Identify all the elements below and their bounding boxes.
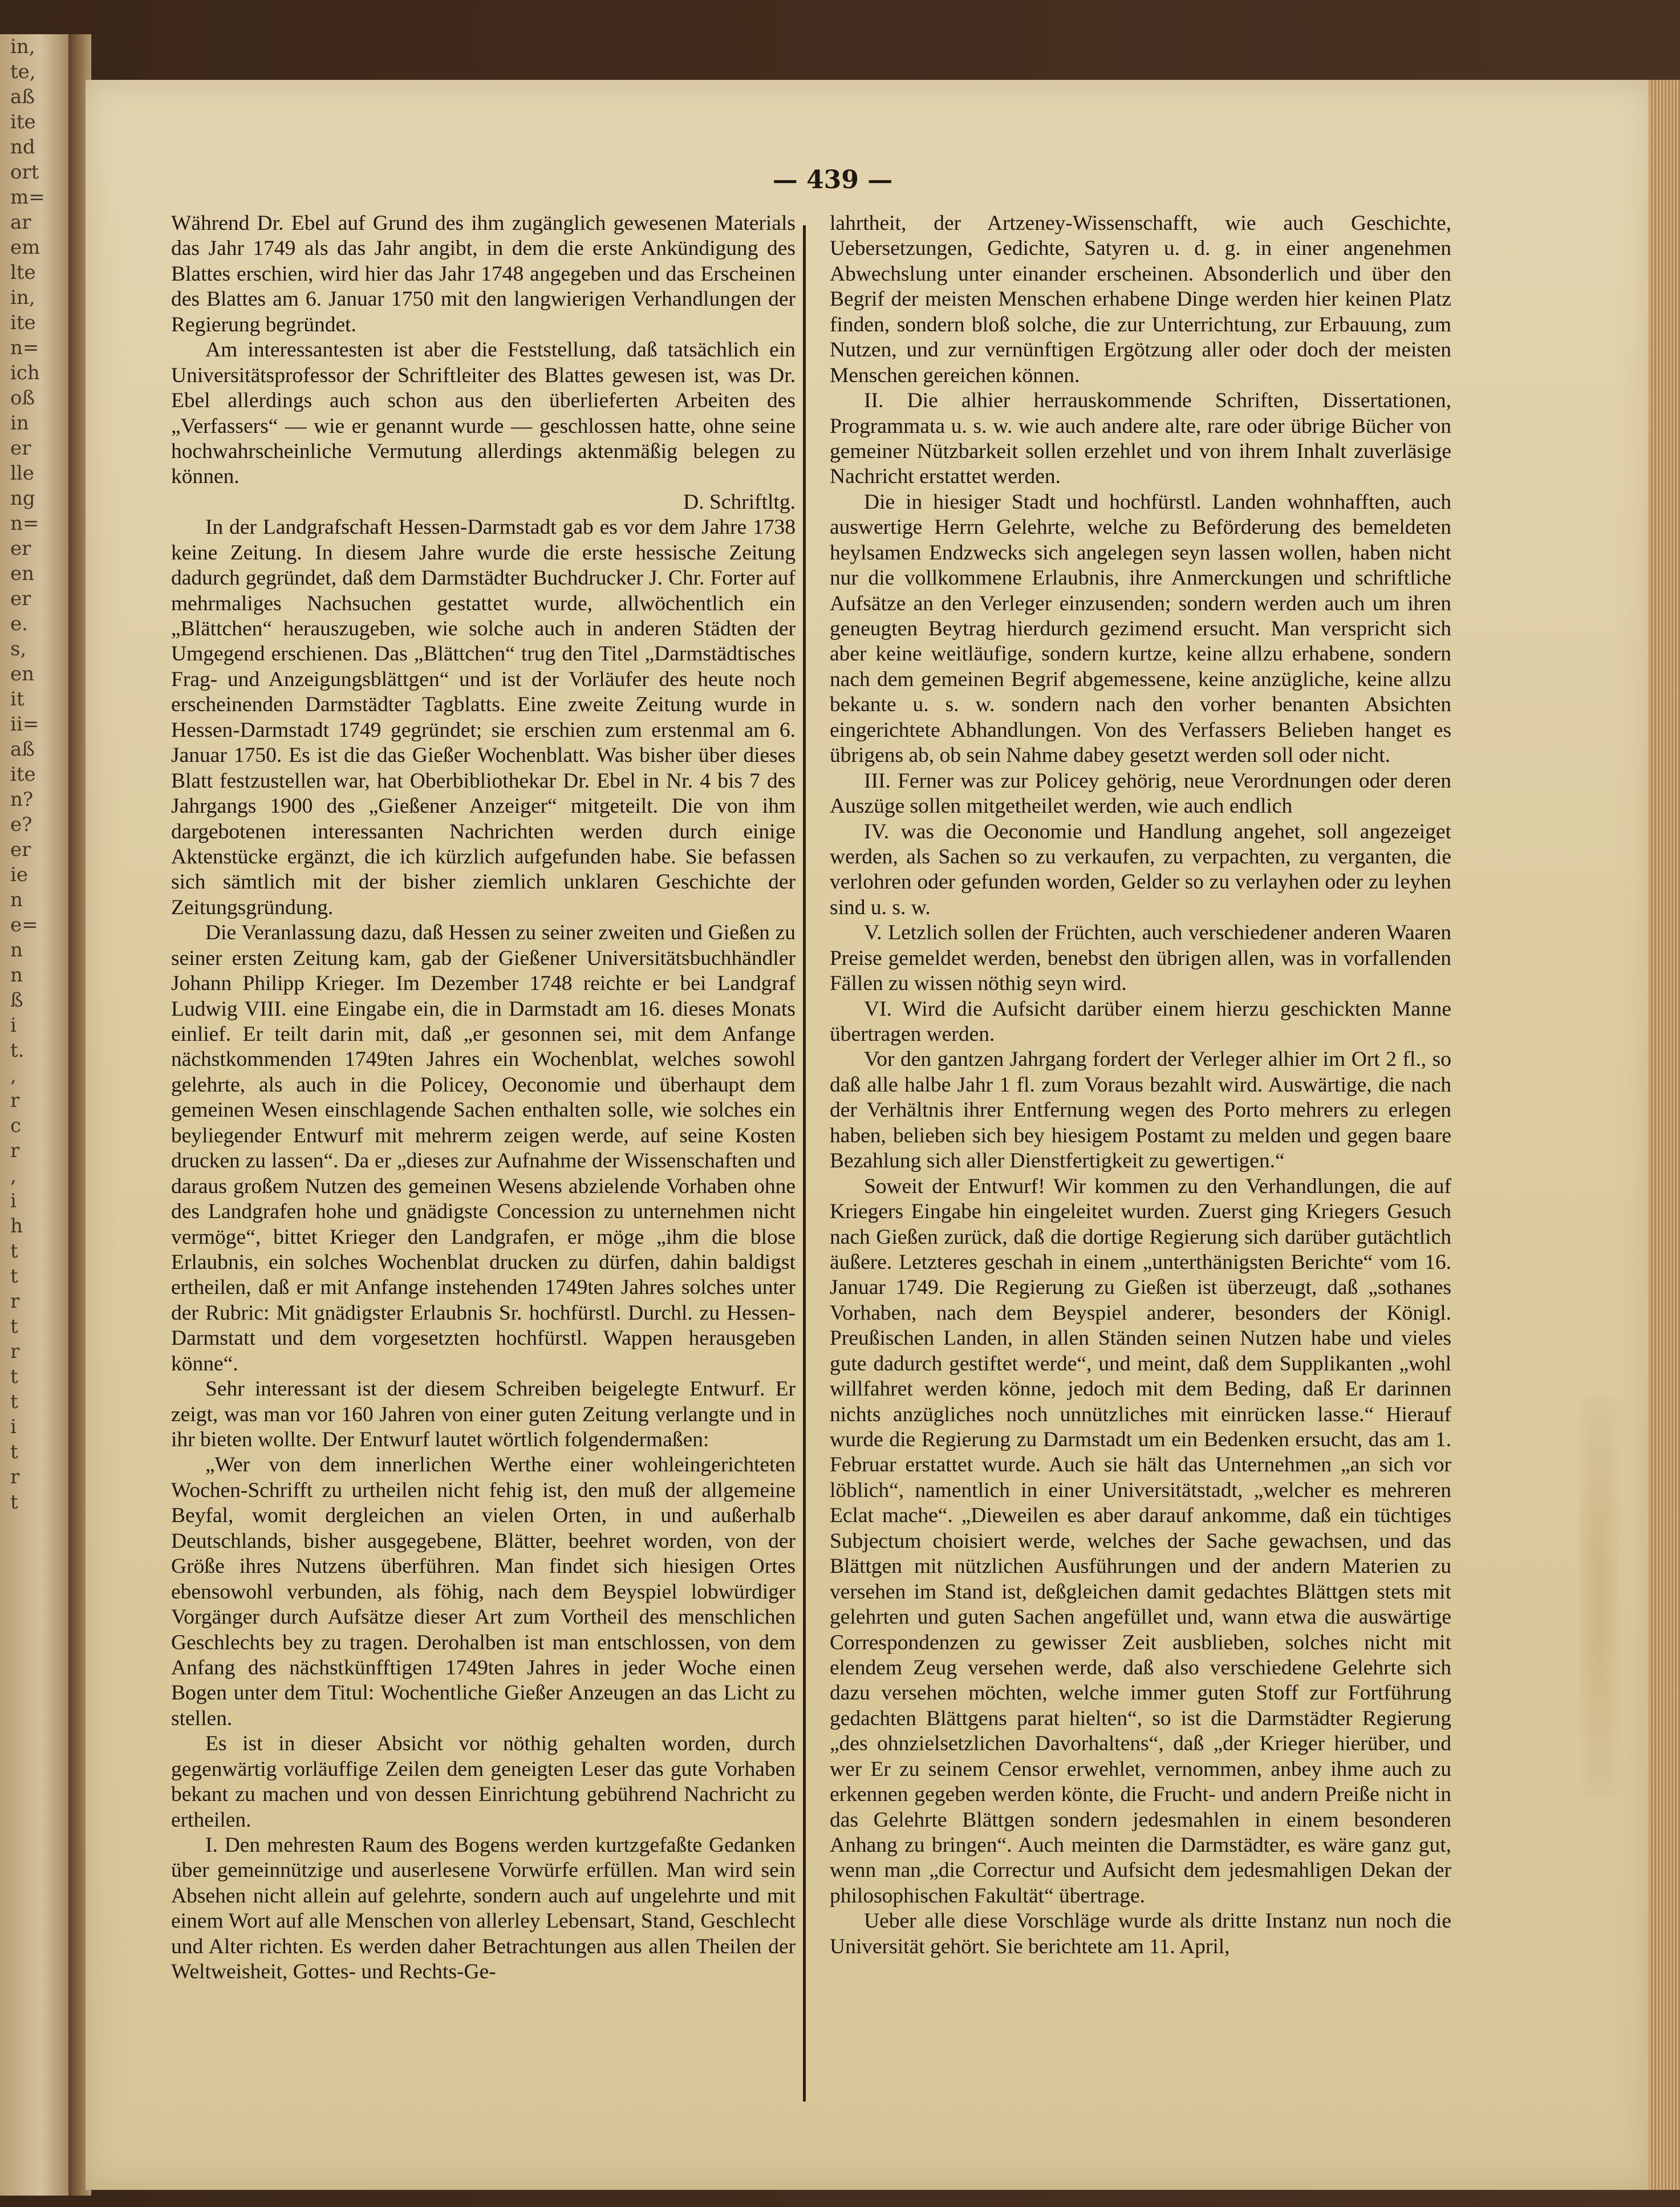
prev-page-fragment: n? [10, 788, 34, 811]
paragraph: IV. was die Oeconomie und Handlung angehet, soll angezeiget werden, als Sachen so zu verkaufen, zu verpachten, zu verganten, die verlohren oder gefunden worden, Gelder so zu verlayhen oder zu leyhen sind u. s. w. [830, 819, 1451, 919]
paragraph: I. Den mehresten Raum des Bogens werden kurtzgefaßte Gedanken über gemeinnützige und auserlesene Vorwürfe erfüllen. Man wird sein Absehen nicht allein auf gelehrte, sondern auch auf ungelehrte und mit einem Wort auf alle Menschen von allerley Lebensart, Stand, Geschlecht und Alter richten. Es werden daher Betrachtungen aus allen Theilen der Weltweisheit, Gottes- und Rechts-Ge- [171, 1833, 796, 1984]
prev-page-fragment: lle [10, 462, 34, 485]
prev-page-fragment: t [10, 1265, 18, 1288]
prev-page-fragment: s, [10, 638, 27, 660]
prev-page-fragment: n= [10, 512, 39, 535]
page-stack-edge [1649, 80, 1680, 2190]
prev-page-fragment: ort [10, 161, 39, 184]
prev-page-fragment: er [10, 437, 31, 460]
prev-page-fragment: ie [10, 863, 28, 886]
paragraph: „Wer von dem innerlichen Werthe einer wohleingerichteten Wochen-Schrifft zu urtheilen nicht fehig ist, den muß der allgemeine Beyfal, womit dergleichen an vielen Orten, in und außerhalb Deutschlands, bisher ausgegebene, Blätter, beehret worden, von der Größe ihres Nutzens überführen. Man findet sich hiesigen Ortes ebensowohl verbunden, als föhig, nach dem Beyspiel lobwürdiger Vorgänger durch Aufsätze dieser Art zum Vortheil des menschlichen Geschlechts bey zu tragen. Derohalben ist man entschlossen, von dem Anfang des nächstkünfftigen 1749ten Jahres in jeder Woche einen Bogen unter dem Titul: Wochentliche Gießer Anzeugen an das Licht zu stellen. [171, 1453, 796, 1730]
prev-page-fragment: er [10, 838, 31, 861]
paper-stain [1580, 1397, 1620, 1796]
prev-page-fragment: aß [10, 86, 35, 108]
prev-page-fragment: t [10, 1441, 18, 1463]
prev-page-fragment: m= [10, 186, 45, 209]
left-text-column [171, 211, 796, 1985]
prev-page-fragment: en [10, 663, 35, 685]
prev-page-fragment: ng [10, 487, 35, 510]
prev-page-fragment: t [10, 1491, 18, 1514]
prev-page-fragment: n= [10, 336, 39, 359]
prev-page-fragment: t [10, 1240, 18, 1263]
prev-page-fragment: t. [10, 1039, 25, 1062]
page-number: — 439 — [772, 165, 893, 194]
right-text-column [830, 211, 1451, 1959]
prev-page-fragment: ar [10, 211, 31, 234]
prev-page-fragment: it [10, 688, 25, 711]
prev-page-fragment: er [10, 587, 31, 610]
prev-page-fragment: n [10, 889, 23, 911]
prev-page-fragment: t [10, 1365, 18, 1388]
column-divider [803, 225, 806, 2101]
prev-page-fragment: n [10, 964, 23, 987]
prev-page-fragment: i [10, 1190, 17, 1212]
paragraph: V. Letzlich sollen der Früchten, auch verschiedener anderen Waaren Preise gemeldet werden, benebst den übrigen allen, was in vorfallenden Fällen zu wissen nöthig seyn wird. [830, 921, 1451, 996]
prev-page-fragment: r [10, 1340, 20, 1363]
prev-page-fragment: r [10, 1089, 20, 1112]
paragraph: II. Die alhier herrauskommende Schriften, Dissertationen, Programmata u. s. w. wie auch andere alte, rare oder übrige Bücher von gemeiner Nützbarkeit sollen erzehlet und von ihrem Inhalt zuverläsige Nachricht erstattet werden. [830, 389, 1451, 489]
paragraph: III. Ferner was zur Policey gehörig, neue Verordnungen oder deren Auszüge sollen mitgetheilet werden, wie auch endlich [830, 769, 1451, 818]
prev-page-fragment: h [10, 1215, 23, 1238]
prev-page-fragment: in, [10, 286, 35, 309]
prev-page-fragment: i [10, 1014, 17, 1037]
previous-page-edge [0, 34, 68, 2196]
paragraph: Sehr interessant ist der diesem Schreiben beigelegte Entwurf. Er zeigt, was man vor 160 Jahren von einer guten Zeitung verlangte und in ihr bieten wollte. Der Entwurf lautet wörtlich folgendermaßen: [171, 1377, 796, 1451]
prev-page-fragment: en [10, 562, 35, 585]
prev-page-fragment: lte [10, 261, 36, 284]
prev-page-fragment: , [10, 1165, 17, 1187]
prev-page-fragment: ite [10, 763, 36, 786]
prev-page-fragment: r [10, 1139, 20, 1162]
paragraph: Vor den gantzen Jahrgang fordert der Verleger alhier im Ort 2 fl., so daß alle halbe Jahr 1 fl. zum Voraus bezahlt wird. Auswärtige, die nach der Verhältnis ihrer Entfernung wegen des Porto mehrers zu erlegen haben, belieben sich bey hiesigem Postamt zu melden und gegen baare Bezahlung sich aller Dienstfertigkeit zu gewertigen.“ [830, 1048, 1451, 1173]
paragraph: Die Veranlassung dazu, daß Hessen zu seiner zweiten und Gießen zu seiner ersten Zeitung kam, gab der Gießener Universitätsbuchhändler Johann Philipp Krieger. Im Dezember 1748 reichte er bei Landgraf Ludwig VIII. eine Eingabe ein, die in Darmstadt am 16. dieses Monats einlief. Er teilt darin mit, daß „er gesonnen sei, mit dem Anfange nächstkommenden 1749ten Jahres ein Wochenblat, welches sowohl gelehrte, als auch in die Policey, Oeconomie und überhaupt dem gemeinen Wesen einschlagende Sachen enthalten solle, wie solches ein beyliegender Entwurf mit mehrerm zeigen werde, auf seine Kosten drucken zu lassen“. Da er „dieses zur Aufnahme der Wissenschaften und daraus großem Nutzen des gemeinen Wesens abzielende Vorhaben ohne des Landgrafen hohe und gnädigste Concession zu unternehmen nicht vermöge“, bittet Krieger den Landgrafen, er möge „ihm die blose Erlaubnis, ein solches Wochenblat drucken zu dürfen, dahin baldigst ertheilen, daß er mit Anfange instehenden 1749ten Jahres solches unter der Rubric: Mit gnädigster Erlaubnis Sr. hochfürstl. Durchl. zu Hessen-Darmstatt und dem vorgesetzten hochfürstl. Wappen herausgeben könne“. [171, 921, 796, 1376]
paragraph: In der Landgrafschaft Hessen-Darmstadt gab es vor dem Jahre 1738 keine Zeitung. In diesem Jahre wurde die erste hessische Zeitung dadurch gegründet, daß dem Darmstädter Buchdrucker J. Chr. Forter auf mehrmaliges Nachsuchen gestattet wurde, allwöchentlich ein „Blättchen“ herauszugeben, wie solche auch in anderen Städten der Umgegend erschienen. Das „Blättchen“ trug den Titel „Darmstädtisches Frag- und Anzeigungsblättgen“ und ist der Vorläufer des heute noch erscheinenden Darmstädter Tagblatts. Eine zweite Zeitung wurde in Hessen-Darmstadt 1749 gegründet; sie erschien zum erstenmal am 6. Januar 1750. Es ist die das Gießer Wochenblatt. Was bisher über dieses Blatt festzustellen war, hat Oberbibliothekar Dr. Ebel in Nr. 4 bis 7 des Jahrgangs 1900 des „Gießener Anzeiger“ mitgeteilt. Die von ihm dargebotenen interessanten Nachrichten werden durch einige Aktenstücke ergänzt, die ich kürzlich aufgefunden habe. Sie befassen sich sämtlich mit der bisher ziemlich unklaren Geschichte der Zeitungsgründung. [171, 516, 796, 919]
prev-page-fragment: aß [10, 738, 35, 761]
prev-page-fragment: e= [10, 914, 38, 936]
prev-page-fragment: er [10, 537, 31, 560]
prev-page-fragment: t [10, 1390, 18, 1413]
prev-page-fragment: ite [10, 111, 36, 133]
prev-page-fragment: n [10, 939, 23, 961]
paragraph: Am interessantesten ist aber die Feststellung, daß tatsächlich ein Universitätsprofessor der Schriftleiter des Blattes gewesen ist, was Dr. Ebel allerdings auch schon aus den überlieferten Arbeiten des „Verfassers“ — wie er genannt wurde — geschlossen hatte, ohne seine hochwahrscheinliche Vermutung allerdings aktenmäßig belegen zu können. [171, 338, 796, 489]
prev-page-fragment: ii= [10, 713, 39, 736]
prev-page-fragment: in [10, 412, 29, 435]
prev-page-fragment: c [10, 1114, 22, 1137]
paragraph: Soweit der Entwurf! Wir kommen zu den Verhandlungen, die auf Kriegers Eingabe hin eingeleitet wurden. Zuerst ging Kriegers Gesuch nach Gießen zurück, daß die dortige Regierung sich darüber gutächtlich äußere. Letzteres geschah in einem „unterthänigsten Berichte“ vom 16. Januar 1749. Die Regierung zu Gießen ist überzeugt, daß „sothanes Vorhaben, nach dem Beyspiel anderer, besonders der Königl. Preußischen Landen, in allen Ständen seinen Nutzen habe und vieles gute dadurch gestiftet werde“, und meint, daß dem Supplikanten „wohl willfahret werden könne, jedoch mit dem Beding, daß Er darinnen nichts anzügliches noch unnützliches mit einrücken lasse.“ Hierauf wurde die Regierung zu Darmstadt um ein Bedenken ersucht, das am 1. Februar erstattet wurde. Auch sie hält das Unternehmen „an sich vor löblich“, namentlich in einer Universitätstadt, „welcher es mehreren Eclat mache“. „Dieweilen es aber darauf ankomme, daß ein tüchtiges Subjectum choisiert werde, welches der Sache gewachsen, und das Blättgen mit nützlichen Ausführungen und der andern Materien zu versehen im Stand ist, deßgleichen damit gedachtes Blättgen stets mit gelehrten und guten Sachen angefüllet und, wann etwa die auswärtige Correspondenzen zu gewisser Zeit ausblieben, solches nicht mit elendem Zeug versehen werde, daß also verschiedene Gelehrte sich dazu versehen möchten, welche immer guten Stoff zur Fortführung gedachten Blättgens parat hielten“, so ist die Darmstädter Regierung „des ohnzielsetzlichen Davorhaltens“, daß „der Krieger hierüber, und wer Er zu seinem Censor erwehlet, vernommen, anbey ihme auch zu erkennen gegeben werden könte, die Frucht- und andern Preiße nicht in das Gelehrte Blättgen sondern jedesmahlen in einem besonderen Anhang zu bringen“. Auch meinten die Darmstädter, es wäre ganz gut, wenn man „die Correctur und Aufsicht dem jedesmahligen Dekan der philosophischen Fakultät“ übertrage. [830, 1174, 1451, 1908]
paragraph: lahrtheit, der Artzeney-Wissenschafft, wie auch Geschichte, Uebersetzungen, Gedichte, Satyren u. d. g. in einer angenehmen Abwechslung unter einander erscheinen. Absonderlich und über den Begrif der meisten Menschen erhabene Dinge werden hier keinen Platz finden, sondern bloß solche, die zur Unterrichtung, zur Erbauung, zum Nutzen, und zur vernünftigen Ergötzung aller oder doch der meisten Menschen gereichen können. [830, 212, 1451, 387]
signature-line: D. Schriftltg. [683, 490, 796, 514]
prev-page-fragment: i [10, 1415, 17, 1438]
prev-page-fragment: em [10, 236, 40, 259]
prev-page-fragment: nd [10, 136, 35, 159]
prev-page-fragment: ich [10, 362, 40, 384]
paragraph: VI. Wird die Aufsicht darüber einem hierzu geschickten Manne übertragen werden. [830, 997, 1451, 1046]
prev-page-fragment: r [10, 1290, 20, 1313]
prev-page-fragment: ite [10, 311, 36, 334]
paragraph: Ueber alle diese Vorschläge wurde als dritte Instanz nun noch die Universität gehört. Sie berichtete am 11. April, [830, 1909, 1451, 1958]
prev-page-fragment: ß [10, 989, 23, 1012]
prev-page-fragment: oß [10, 387, 35, 409]
paragraph: Die in hiesiger Stadt und hochfürstl. Landen wohnhafften, auch auswertige Herrn Gelehrte, welche zu Beförderung des bemeldeten heylsamen Endzwecks sich angelegen seyn lassen wollen, haben nicht nur die vollkommene Erlaubnis, ihre Anmerckungen und schriftliche Aufsätze an den Verleger einzusenden; sondern werden auch um ihren geneugten Beytrag hierdurch gezimend ersucht. Man verspricht sich aber keine weitläufige, sondern kurtze, keine allzu erhabene, sondern nach dem gemeinen Begrif abgemessene, keine anzügliche, keine allzu bekante u. s. w. sondern nach den vorher benanten Absichten eingerichtete Abhandlungen. Von des Verfassers Belieben hanget es übrigens ab, ob sein Nahme dabey gesetzt werden soll oder nicht. [830, 490, 1451, 768]
prev-page-fragment: te, [10, 60, 36, 83]
prev-page-fragment: r [10, 1466, 20, 1488]
prev-page-fragment: in, [10, 35, 35, 58]
paragraph: Es ist in dieser Absicht vor nöthig gehalten worden, durch gegenwärtig vorläuffige Zeilen dem geneigten Leser das gute Vorhaben bekant zu machen und von dessen Einrichtung gebührend Nachricht zu ertheilen. [171, 1732, 796, 1832]
prev-page-fragment: e? [10, 813, 33, 836]
prev-page-fragment: e. [10, 612, 28, 635]
prev-page-fragment: , [10, 1064, 17, 1087]
prev-page-fragment: t [10, 1315, 18, 1338]
paragraph: Während Dr. Ebel auf Grund des ihm zugänglich gewesenen Materials das Jahr 1749 als das Jahr angibt, in dem die erste Ankündigung des Blattes erschien, wird hier das Jahr 1748 angegeben und das Erscheinen des Blattes am 6. Januar 1750 mit den langwierigen Verhandlungen der Regierung begründet. [171, 212, 796, 336]
